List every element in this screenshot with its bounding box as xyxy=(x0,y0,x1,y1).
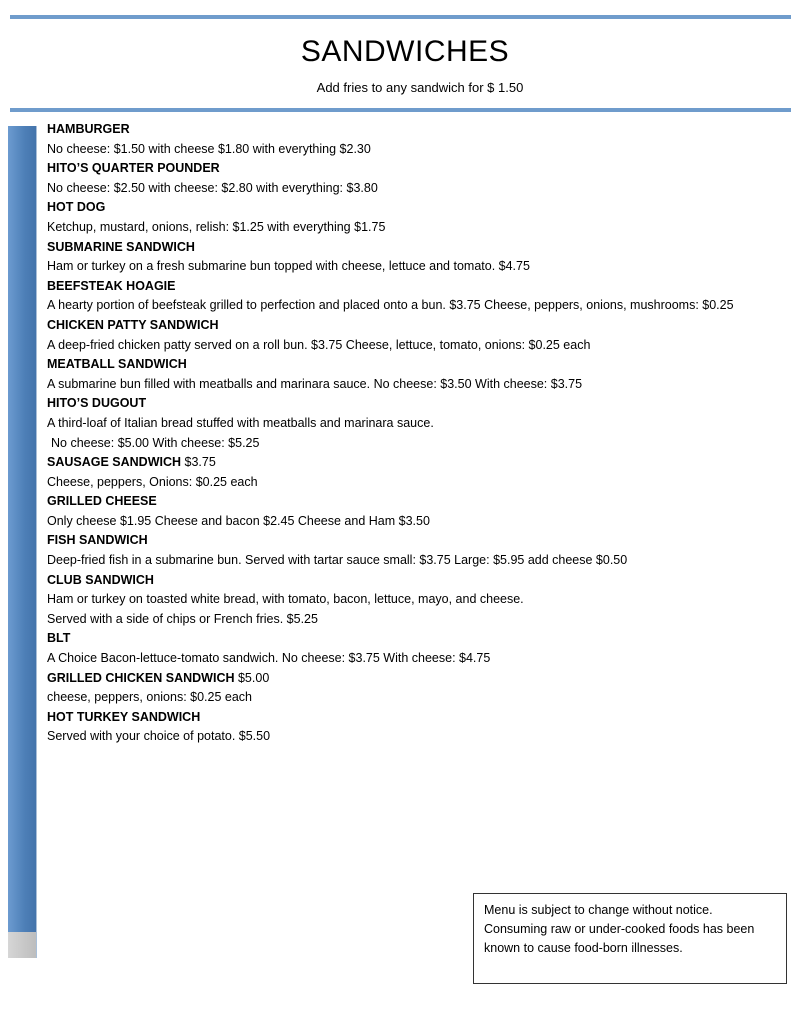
item-description: Only cheese $1.95 Cheese and bacon $2.45 Cheese and Ham $3.50 xyxy=(47,513,430,528)
item-name: HITO’S DUGOUT xyxy=(47,396,147,411)
menu-item xyxy=(47,198,787,237)
notice-line: Consuming raw or under-cooked foods has been xyxy=(484,922,755,936)
item-price: $5.00 xyxy=(237,670,270,685)
menu-list xyxy=(47,120,787,747)
menu-item xyxy=(47,394,787,453)
item-name: GRILLED CHEESE xyxy=(47,494,157,509)
item-description: Deep-fried fish in a submarine bun. Served with tartar sauce small: $3.75 Large: $5.95 add cheese $0.50 xyxy=(47,553,628,568)
menu-item xyxy=(47,277,787,316)
item-name: HOT DOG xyxy=(47,200,106,215)
item-description: Ketchup, mustard, onions, relish: $1.25 with everything $1.75 xyxy=(47,219,386,234)
item-name: GRILLED CHICKEN SANDWICH xyxy=(47,670,235,685)
menu-item xyxy=(47,316,787,355)
item-description: A deep-fried chicken patty served on a roll bun. $3.75 Cheese, lettuce, tomato, onions: $0.25 each xyxy=(47,337,591,352)
item-name: CHICKEN PATTY SANDWICH xyxy=(47,317,219,332)
sidebar-foot xyxy=(8,932,36,958)
sidebar-edge xyxy=(36,126,37,958)
menu-item xyxy=(47,355,787,394)
menu-item xyxy=(47,492,787,531)
menu-item xyxy=(47,453,787,492)
menu-item xyxy=(47,159,787,198)
item-description: A submarine bun filled with meatballs and marinara sauce. No cheese: $3.50 With cheese: $3.75 xyxy=(47,376,583,391)
item-description: A hearty portion of beefsteak grilled to perfection and placed onto a bun. $3.75 Cheese, peppers, onions, mushrooms: $0.25 xyxy=(47,298,734,313)
item-name: MEATBALL SANDWICH xyxy=(47,357,187,372)
menu-item xyxy=(47,120,787,159)
sidebar-bar xyxy=(8,126,36,932)
item-description: Ham or turkey on a fresh submarine bun topped with cheese, lettuce and tomato. $4.75 xyxy=(47,259,530,274)
menu-item xyxy=(47,238,787,277)
item-description-2: Served with a side of chips or French fries. $5.25 xyxy=(47,611,318,626)
item-description: A third-loaf of Italian bread stuffed with meatballs and marinara sauce. xyxy=(47,415,434,430)
item-name: HOT TURKEY SANDWICH xyxy=(47,709,201,724)
page-title: SANDWICHES xyxy=(300,35,510,68)
item-name: SAUSAGE SANDWICH xyxy=(47,455,182,470)
item-description: Served with your choice of potato. $5.50 xyxy=(47,729,271,744)
item-name: BEEFSTEAK HOAGIE xyxy=(47,278,176,293)
item-price: $3.75 xyxy=(184,455,216,470)
item-description: Ham or turkey on toasted white bread, with tomato, bacon, lettuce, mayo, and cheese. xyxy=(47,592,524,607)
notice-box xyxy=(473,893,787,984)
top-divider xyxy=(10,15,791,19)
item-description: Cheese, peppers, Onions: $0.25 each xyxy=(47,474,258,489)
fries-note: Add fries to any sandwich for $ 1.50 xyxy=(316,80,524,95)
item-name: HAMBURGER xyxy=(47,122,130,136)
item-name: SUBMARINE SANDWICH xyxy=(47,239,195,254)
item-name: HITO’S QUARTER POUNDER xyxy=(47,161,220,176)
menu-item xyxy=(47,708,787,747)
item-name: BLT xyxy=(47,631,71,646)
item-description: A Choice Bacon-lettuce-tomato sandwich. No cheese: $3.75 With cheese: $4.75 xyxy=(47,651,491,666)
menu-item xyxy=(47,629,787,668)
menu-item xyxy=(47,531,787,570)
item-description: No cheese: $1.50 with cheese $1.80 with everything $2.30 xyxy=(47,141,371,156)
item-name: CLUB SANDWICH xyxy=(47,572,154,587)
item-name: FISH SANDWICH xyxy=(47,533,148,548)
notice-line: known to cause food-born illnesses. xyxy=(484,941,683,955)
item-name-row xyxy=(47,453,787,473)
header-divider xyxy=(10,108,791,112)
item-description: cheese, peppers, onions: $0.25 each xyxy=(47,690,253,705)
menu-item xyxy=(47,669,787,708)
notice-line: Menu is subject to change without notice. xyxy=(484,903,713,917)
item-name-row xyxy=(47,669,787,689)
item-description-2: No cheese: $5.00 With cheese: $5.25 xyxy=(51,435,260,450)
menu-item xyxy=(47,571,787,630)
item-description: No cheese: $2.50 with cheese: $2.80 with everything: $3.80 xyxy=(47,180,378,195)
